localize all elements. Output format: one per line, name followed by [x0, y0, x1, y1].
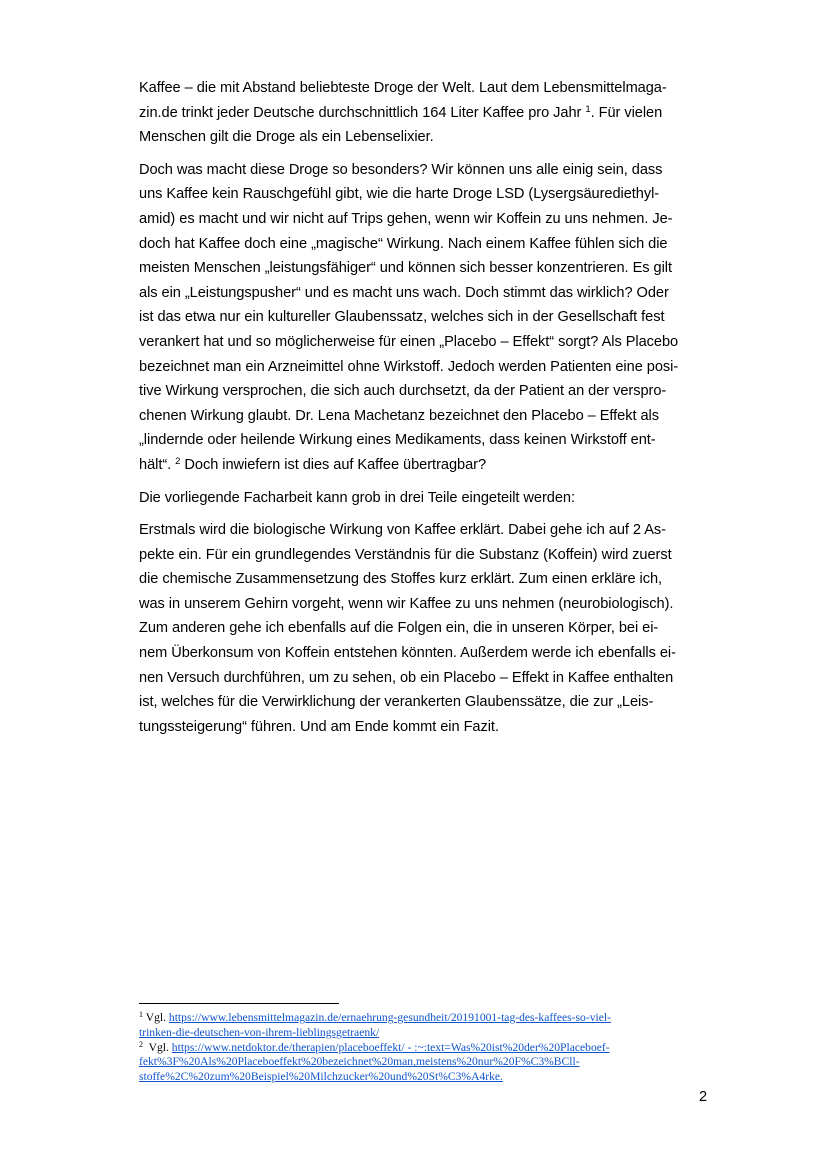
- text-line: verankert hat und so möglicherweise für einen „Placebo – Effekt“ sorgt? Als Placebo: [139, 333, 679, 350]
- footnote-1-link-part-2[interactable]: trinken-die-deutschen-von-ihrem-lieblingsgetraenk/: [139, 1025, 380, 1039]
- text-line: amid) es macht und wir nicht auf Trips gehen, wenn wir Koffein zu uns nehmen. Je-: [139, 210, 673, 227]
- text-line: pekte ein. Für ein grundlegendes Verständnis für die Substanz (Koffein) wird zuerst: [139, 546, 672, 563]
- footnote-line: [139, 1026, 714, 1041]
- text-line: nem Überkonsum von Koffein entstehen könnten. Außerdem werde ich ebenfalls ei-: [139, 645, 676, 662]
- text-line: was in unserem Gehirn vorgeht, wenn wir Kaffee zu uns nehmen (neurobiologisch).: [139, 595, 674, 612]
- text-line: doch hat Kaffee doch eine „magische“ Wirkung. Nach einem Kaffee fühlen sich die: [139, 235, 668, 252]
- footnote-prefix: Vgl.: [145, 1011, 166, 1024]
- text-line: [139, 453, 705, 478]
- body-text: [139, 76, 705, 747]
- footnote-line: [139, 1070, 714, 1085]
- text-line: uns Kaffee kein Rauschgefühl gibt, wie die harte Droge LSD (Lysergsäurediethyl-: [139, 186, 660, 203]
- footnote-prefix: Vgl.: [148, 1040, 169, 1054]
- footnote-number: 2: [139, 1039, 143, 1049]
- text-line: Menschen gilt die Droge als ein Lebenselixier.: [139, 129, 434, 146]
- footnote-separator: [139, 1003, 339, 1004]
- paragraph-question: [139, 158, 705, 478]
- text-segment: . Für vielen: [590, 104, 663, 121]
- footnote-2-link-part-2[interactable]: fekt%3F%20Als%20Placeboeffekt%20bezeichnet%20man,meistens%20nur%20F%C3%BCll-: [139, 1055, 580, 1069]
- text-line: Die vorliegende Facharbeit kann grob in drei Teile eingeteilt werden:: [139, 489, 575, 506]
- text-line: meisten Menschen „leistungsfähiger“ und können sich besser konzentrieren. Es gilt: [139, 260, 672, 277]
- text-line: [139, 101, 705, 126]
- text-line: tive Wirkung versprochen, die sich auch durchsetzt, da der Patient an der verspro-: [139, 383, 667, 400]
- footnote-ref-1[interactable]: 1: [585, 103, 591, 115]
- text-line: Erstmals wird die biologische Wirkung von Kaffee erklärt. Dabei gehe ich auf 2 As-: [139, 522, 666, 539]
- text-segment: hält“.: [139, 456, 172, 473]
- text-segment: Doch inwiefern ist dies auf Kaffee übertragbar?: [184, 456, 487, 473]
- text-segment: zin.de trinkt jeder Deutsche durchschnittlich 164 Liter Kaffee pro Jahr: [139, 104, 582, 121]
- footnote-1: [139, 1011, 714, 1041]
- page-number: 2: [699, 1089, 708, 1105]
- text-line: bezeichnet man ein Arzneimittel ohne Wirkstoff. Jedoch werden Patienten eine posi-: [139, 358, 679, 375]
- footnote-number: 1: [139, 1010, 143, 1019]
- paragraph-intro: [139, 76, 705, 150]
- text-line: „lindernde oder heilende Wirkung eines Medikaments, dass keinen Wirkstoff ent-: [139, 432, 656, 449]
- text-line: als ein „Leistungspusher“ und es macht uns wach. Doch stimmt das wirklich? Oder: [139, 284, 669, 301]
- text-line: Kaffee – die mit Abstand beliebteste Droge der Welt. Laut dem Lebensmittelmaga-: [139, 80, 667, 96]
- text-line: tungssteigerung“ führen. Und am Ende kommt ein Fazit.: [139, 718, 499, 735]
- text-line: chenen Wirkung glaubt. Dr. Lena Machetanz bezeichnet den Placebo – Effekt als: [139, 407, 659, 424]
- footnote-line: [139, 1011, 714, 1026]
- text-line: die chemische Zusammensetzung des Stoffes kurz erklärt. Zum einen erkläre ich,: [139, 571, 663, 588]
- text-line: Doch was macht diese Droge so besonders? Wir können uns alle einig sein, dass: [139, 161, 663, 178]
- footnote-2: [139, 1041, 714, 1085]
- text-line: nen Versuch durchführen, um zu sehen, ob ein Placebo – Effekt in Kaffee enthalten: [139, 669, 674, 686]
- text-line: ist, welches für die Verwirklichung der verankerten Glaubenssätze, die zur „Leis-: [139, 694, 654, 711]
- paragraph-outline: [139, 518, 705, 739]
- footnote-2-link-part-3[interactable]: stoffe%2C%20zum%20Beispiel%20Milchzucker%20und%20St%C3%A4rke.: [139, 1070, 503, 1084]
- footnote-line: [139, 1041, 714, 1056]
- text-line: ist das etwa nur ein kultureller Glaubenssatz, welches sich in der Gesellschaft fest: [139, 309, 665, 326]
- footnote-1-link-part-1[interactable]: https://www.lebensmittelmagazin.de/ernaehrung-gesundheit/20191001-tag-des-kaffees-so-viel-: [168, 1011, 611, 1024]
- footnote-line: [139, 1055, 714, 1070]
- footnotes: [139, 1011, 714, 1085]
- paragraph-structure: [139, 486, 705, 511]
- footnote-ref-2[interactable]: 2: [175, 455, 181, 467]
- footnote-2-link-part-1[interactable]: https://www.netdoktor.de/therapien/placeboeffekt/ - :~:text=Was%20ist%20der%20Placeboef-: [171, 1040, 610, 1054]
- text-line: Zum anderen gehe ich ebenfalls auf die Folgen ein, die in unseren Körper, bei ei-: [139, 620, 659, 637]
